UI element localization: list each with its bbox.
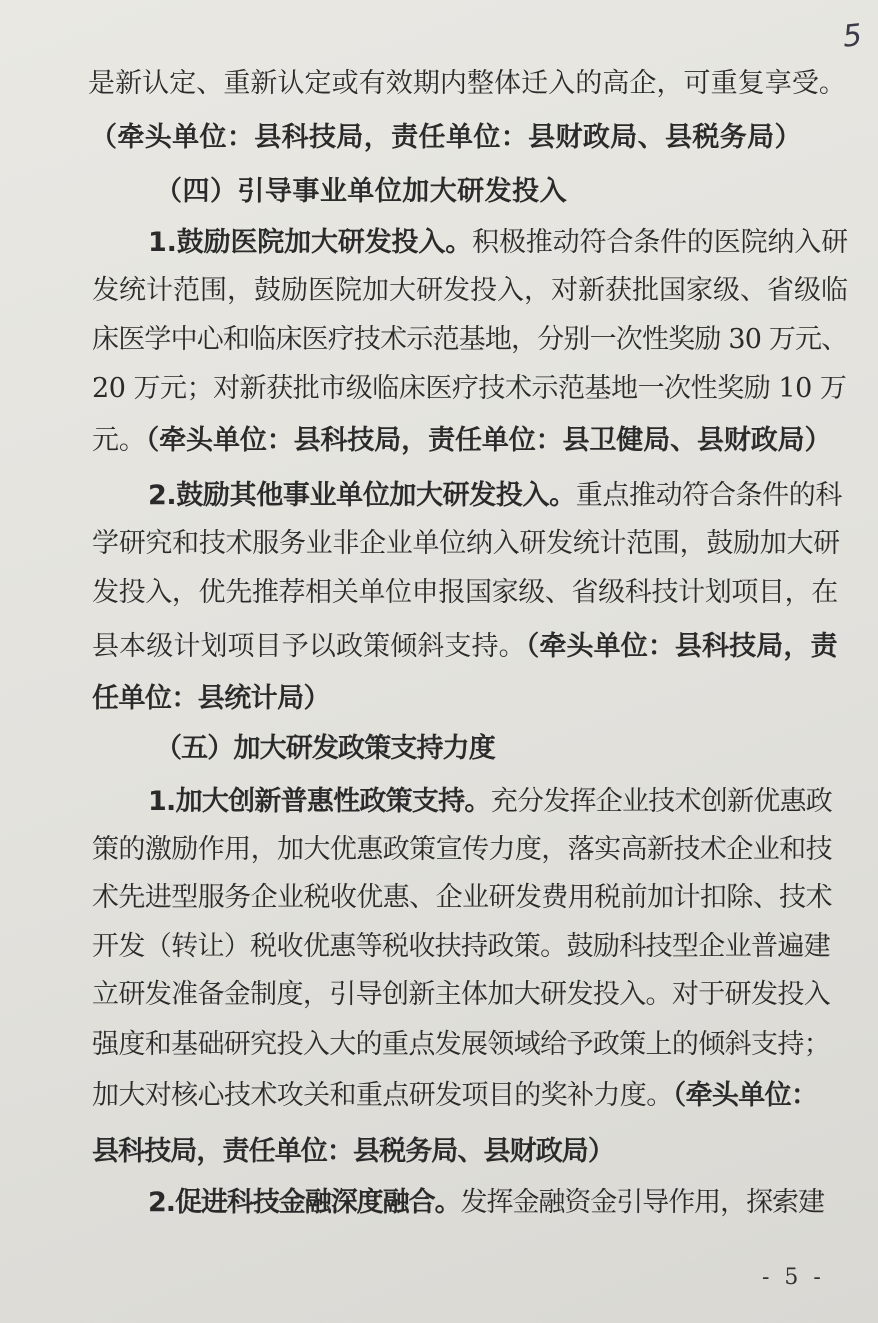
page-number: - 5 - xyxy=(762,1265,825,1290)
text-segment: 床医学中心和临床医疗技术示范基地，分别一次性奖励 30 万元、 xyxy=(92,324,848,355)
text-segment: 元。 xyxy=(92,425,146,456)
text-line xyxy=(92,929,830,965)
text-segment: 发挥金融资金引导作用，探索建 xyxy=(460,1187,824,1218)
text-line xyxy=(92,526,840,562)
text-line xyxy=(92,371,846,407)
text-line xyxy=(92,273,848,309)
bold-text-segment: 1.鼓励医院加大研发投入。 xyxy=(148,227,473,258)
text-line xyxy=(92,832,832,868)
bold-text-segment: （四）引导事业单位加大研发投入 xyxy=(155,176,568,207)
text-line xyxy=(88,66,846,102)
text-line xyxy=(155,174,567,210)
text-line xyxy=(92,575,838,611)
text-segment: 立研发准备金制度，引导创新主体加大研发投入。对于研发投入 xyxy=(92,979,831,1010)
text-line xyxy=(92,629,838,665)
text-segment: 开发（转让）税收优惠等税收扶持政策。鼓励科技型企业普遍建 xyxy=(92,931,831,962)
bold-text-segment: 2.鼓励其他事业单位加大研发投入。 xyxy=(148,480,576,511)
text-line xyxy=(155,731,495,767)
text-line xyxy=(92,423,831,459)
text-segment: 充分发挥企业技术创新优惠政 xyxy=(490,786,833,817)
text-line xyxy=(148,478,842,514)
bold-text-segment: （牵头单位：县科技局，责 xyxy=(525,631,838,662)
text-segment: 策的激励作用，加大优惠政策宣传力度，落实高新技术企业和技 xyxy=(92,834,833,865)
bold-text-segment: （牵头单位：县科技局，责任单位：县卫健局、县财政局） xyxy=(145,425,832,456)
text-line xyxy=(92,681,330,717)
text-line xyxy=(92,1027,830,1063)
text-segment: 发统计范围，鼓励医院加大研发投入，对新获批国家级、省级临 xyxy=(92,275,848,306)
text-segment: 重点推动符合条件的科 xyxy=(575,480,843,511)
text-segment: 强度和基础研究投入大的重点发展领域给予政策上的倾斜支持； xyxy=(92,1029,831,1060)
text-line xyxy=(92,1078,817,1114)
text-line xyxy=(92,880,832,916)
text-line xyxy=(148,225,848,261)
text-line xyxy=(90,120,802,156)
text-segment: 县本级计划项目予以政策倾斜支持。 xyxy=(92,631,526,662)
bold-text-segment: 任单位：县统计局） xyxy=(92,683,330,714)
text-line xyxy=(92,977,830,1013)
text-segment: 是新认定、重新认定或有效期内整体迁入的高企，可重复享受。 xyxy=(88,68,846,99)
text-segment: 术先进型服务企业税收优惠、企业研发费用税前加计扣除、技术 xyxy=(92,882,833,913)
handwritten-page-mark: 5 xyxy=(841,17,864,55)
text-line xyxy=(148,1185,824,1221)
text-segment: 加大对核心技术攻关和重点研发项目的奖补力度。 xyxy=(92,1080,673,1111)
bold-text-segment: （牵头单位：县科技局，责任单位：县财政局、县税务局） xyxy=(90,122,802,153)
text-segment: 积极推动符合条件的医院纳入研 xyxy=(472,227,848,258)
text-segment: 发投入，优先推荐相关单位申报国家级、省级科技计划项目，在 xyxy=(92,577,838,608)
text-segment: 学研究和技术服务业非企业单位纳入研发统计范围，鼓励加大研 xyxy=(92,528,840,559)
bold-text-segment: （牵头单位： xyxy=(672,1080,818,1111)
bold-text-segment: （五）加大研发政策支持力度 xyxy=(155,733,495,764)
bold-text-segment: 1.加大创新普惠性政策支持。 xyxy=(148,786,491,817)
text-line xyxy=(148,784,832,820)
text-segment: 20 万元；对新获批市级临床医疗技术示范基地一次性奖励 10 万 xyxy=(92,373,847,404)
bold-text-segment: 2.促进科技金融深度融合。 xyxy=(148,1187,461,1218)
text-line xyxy=(92,1134,614,1170)
text-line xyxy=(92,322,847,358)
bold-text-segment: 县科技局，责任单位：县税务局、县财政局） xyxy=(92,1136,614,1167)
